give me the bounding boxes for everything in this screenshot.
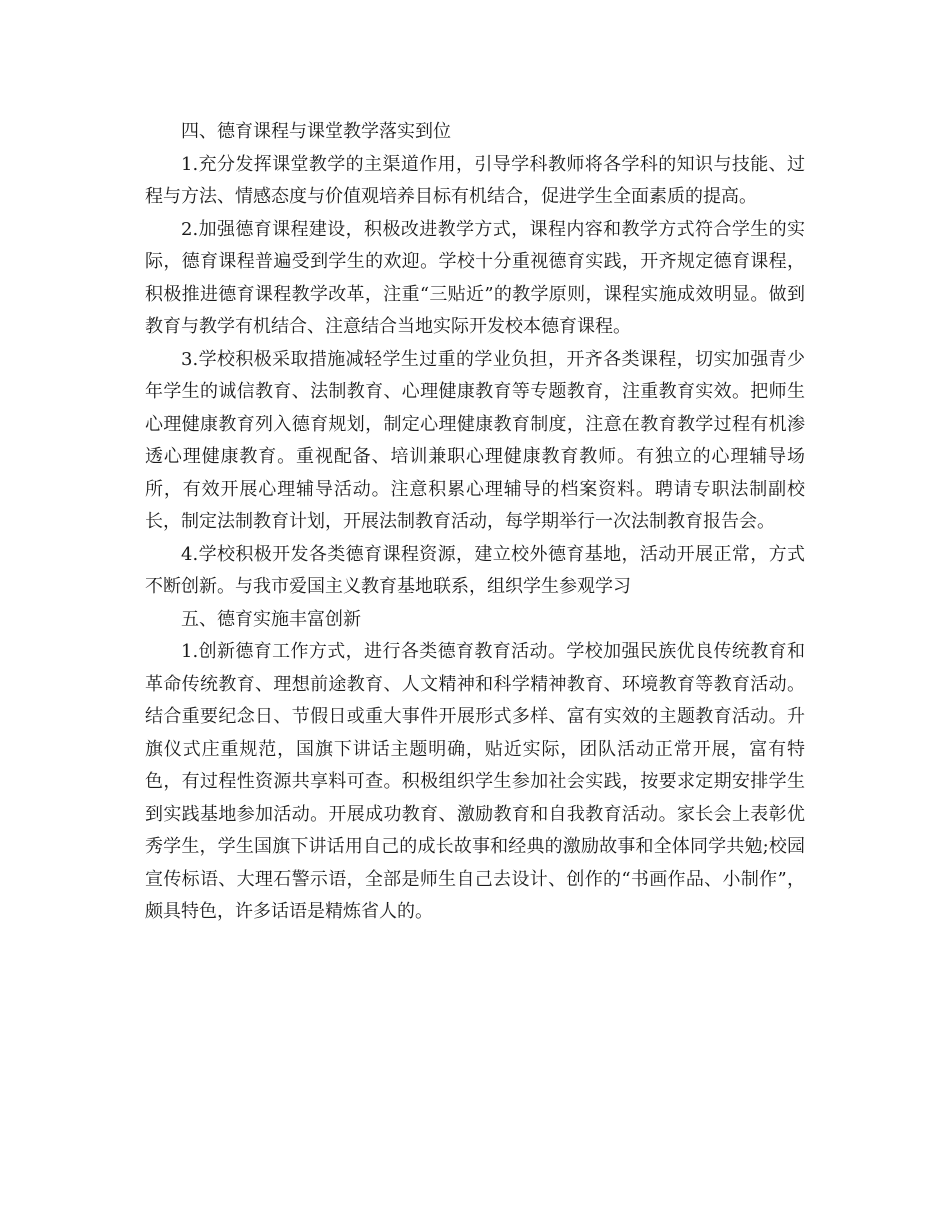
section-five-item-1: 1.创新德育工作方式，进行各类德育教育活动。学校加强民族优良传统教育和革命传统教育、理想前途教育、人文精神和科学精神教育、环境教育等教育活动。结合重要纪念日、节假日或重大事件开展形式多样、富有实效的主题教育活动。升旗仪式庄重规范，国旗下讲话主题明确，贴近实际，团队活动正常开展，富有特色，有过程性资源共享料可查。积极组织学生参加社会实践，按要求定期安排学生到实践基地参加活动。开展成功教育、激励教育和自我教育活动。家长会上表彰优秀学生，学生国旗下讲话用自己的成长故事和经典的激励故事和全体同学共勉;校园宣传标语、大理石警示语，全部是师生自己去设计、创作的“书画作品、小制作”，颇具特色，许多话语是精炼省人的。 [145,641,805,922]
section-five-heading: 五、德育实施丰富创新 [181,608,361,630]
section-four-item-3: 3.学校积极采取措施减轻学生过重的学业负担，开齐各类课程，切实加强青少年学生的诚信教育、法制教育、心理健康教育等专题教育，注重教育实效。把师生心理健康教育列入德育规划，制定心理健康教育制度，注意在教育教学过程有机渗透心理健康教育。重视配备、培训兼职心理健康教育教师。有独立的心理辅导场所，有效开展心理辅导活动。注意积累心理辅导的档案资料。聘请专职法制副校长，制定法制教育计划，开展法制教育活动，每学期举行一次法制教育报告会。 [145,348,805,532]
section-four-item-4: 4.学校积极开发各类德育课程资源，建立校外德育基地，活动开展正常，方式不断创新。与我市爱国主义教育基地联系，组织学生参观学习 [145,543,805,597]
document-body [145,116,805,929]
section-four-item-2: 2.加强德育课程建设，积极改进教学方式，课程内容和教学方式符合学生的实际，德育课程普遍受到学生的欢迎。学校十分重视德育实践，开齐规定德育课程，积极推进德育课程教学改革，注重“三贴近”的教学原则，课程实施成效明显。做到教育与教学有机结合、注意结合当地实际开发校本德育课程。 [145,218,805,337]
section-four-item-1: 1.充分发挥课堂教学的主渠道作用，引导学科教师将各学科的知识与技能、过程与方法、情感态度与价值观培养目标有机结合，促进学生全面素质的提高。 [145,153,805,207]
section-four-heading: 四、德育课程与课堂教学落实到位 [181,121,451,142]
